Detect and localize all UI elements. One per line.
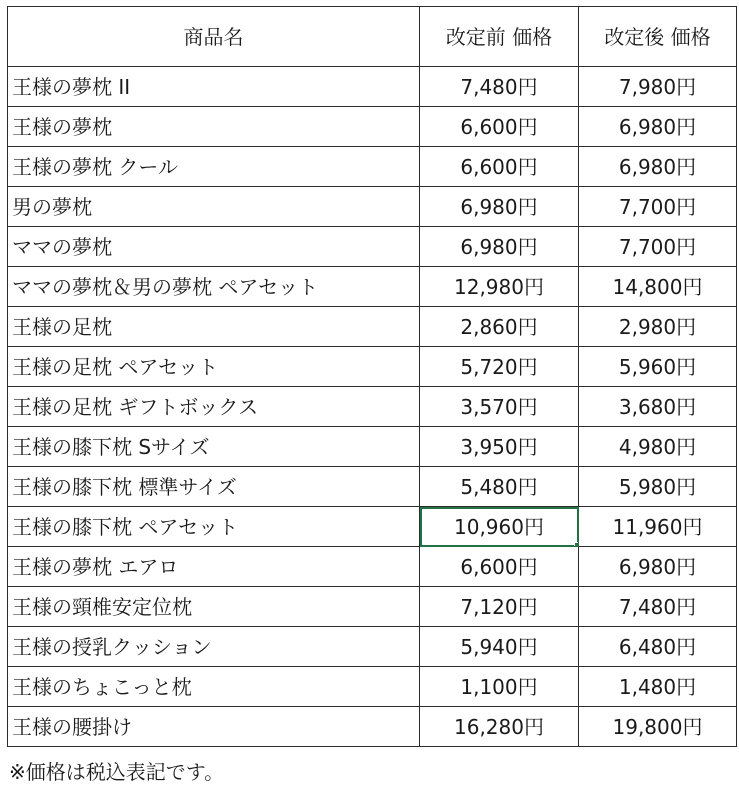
table-row	[8, 427, 737, 467]
product-name-cell[interactable]: 王様の膝下枕 標準サイズ	[8, 467, 420, 507]
price-after-cell[interactable]: 19,800円	[579, 707, 737, 747]
product-name-cell[interactable]: 王様の夢枕 II	[8, 67, 420, 107]
price-before-cell[interactable]: 3,950円	[420, 427, 579, 467]
price-before-cell[interactable]: 1,100円	[420, 667, 579, 707]
price-before-cell[interactable]: 3,570円	[420, 387, 579, 427]
price-after-cell[interactable]: 11,960円	[579, 507, 737, 547]
table-row	[8, 227, 737, 267]
header-price-before[interactable]: 改定前 価格	[420, 7, 579, 67]
price-after-cell[interactable]: 1,480円	[579, 667, 737, 707]
price-after-cell[interactable]: 2,980円	[579, 307, 737, 347]
product-name-cell[interactable]: 王様の足枕	[8, 307, 420, 347]
table-row	[8, 587, 737, 627]
price-after-cell[interactable]: 6,980円	[579, 147, 737, 187]
table-row	[8, 307, 737, 347]
table-row	[8, 347, 737, 387]
table-row	[8, 467, 737, 507]
price-after-cell[interactable]: 14,800円	[579, 267, 737, 307]
product-name-cell[interactable]: 王様の足枕 ペアセット	[8, 347, 420, 387]
table-row	[8, 267, 737, 307]
price-before-cell[interactable]: 12,980円	[420, 267, 579, 307]
table-row	[8, 627, 737, 667]
price-before-cell[interactable]: 5,940円	[420, 627, 579, 667]
product-name-cell[interactable]: 王様の腰掛け	[8, 707, 420, 747]
price-before-cell[interactable]: 7,120円	[420, 587, 579, 627]
product-name-cell[interactable]: 王様の授乳クッション	[8, 627, 420, 667]
price-after-cell[interactable]: 6,980円	[579, 107, 737, 147]
price-after-cell[interactable]: 7,980円	[579, 67, 737, 107]
price-after-cell[interactable]: 4,980円	[579, 427, 737, 467]
price-after-cell[interactable]: 6,480円	[579, 627, 737, 667]
price-after-cell[interactable]: 7,480円	[579, 587, 737, 627]
header-row	[8, 7, 737, 67]
table-row	[8, 507, 737, 547]
product-name-cell[interactable]: 王様の夢枕 クール	[8, 147, 420, 187]
table-row	[8, 667, 737, 707]
price-before-cell[interactable]: 5,480円	[420, 467, 579, 507]
price-before-cell[interactable]: 16,280円	[420, 707, 579, 747]
table-row	[8, 387, 737, 427]
spreadsheet	[7, 6, 737, 747]
price-before-cell[interactable]: 6,980円	[420, 187, 579, 227]
header-product-name[interactable]: 商品名	[8, 7, 420, 67]
header-price-after[interactable]: 改定後 価格	[579, 7, 737, 67]
table-row	[8, 147, 737, 187]
product-name-cell[interactable]: 王様の膝下枕 Sサイズ	[8, 427, 420, 467]
price-after-cell[interactable]: 7,700円	[579, 227, 737, 267]
price-table	[7, 6, 737, 747]
price-before-cell[interactable]: 6,980円	[420, 227, 579, 267]
table-row	[8, 547, 737, 587]
price-before-cell[interactable]: 6,600円	[420, 147, 579, 187]
product-name-cell[interactable]: ママの夢枕	[8, 227, 420, 267]
table-body	[8, 67, 737, 747]
table-row	[8, 107, 737, 147]
table-row	[8, 187, 737, 227]
fill-handle[interactable]	[574, 542, 579, 547]
price-after-cell[interactable]: 6,980円	[579, 547, 737, 587]
price-after-cell[interactable]: 5,980円	[579, 467, 737, 507]
price-before-cell[interactable]: 7,480円	[420, 67, 579, 107]
product-name-cell[interactable]: 王様の夢枕 エアロ	[8, 547, 420, 587]
table-row	[8, 707, 737, 747]
product-name-cell[interactable]: 男の夢枕	[8, 187, 420, 227]
price-before-cell[interactable]: 6,600円	[420, 107, 579, 147]
price-after-cell[interactable]: 7,700円	[579, 187, 737, 227]
table-row	[8, 67, 737, 107]
product-name-cell[interactable]: 王様の夢枕	[8, 107, 420, 147]
price-after-cell[interactable]: 5,960円	[579, 347, 737, 387]
product-name-cell[interactable]: ママの夢枕＆男の夢枕 ペアセット	[8, 267, 420, 307]
selected-cell[interactable]: 10,960円	[420, 507, 579, 547]
price-after-cell[interactable]: 3,680円	[579, 387, 737, 427]
price-before-cell[interactable]: 6,600円	[420, 547, 579, 587]
price-before-cell[interactable]: 2,860円	[420, 307, 579, 347]
product-name-cell[interactable]: 王様の膝下枕 ペアセット	[8, 507, 420, 547]
price-before-cell[interactable]: 5,720円	[420, 347, 579, 387]
footnote: ※価格は税込表記です。	[9, 760, 225, 784]
product-name-cell[interactable]: 王様の足枕 ギフトボックス	[8, 387, 420, 427]
product-name-cell[interactable]: 王様の頸椎安定位枕	[8, 587, 420, 627]
product-name-cell[interactable]: 王様のちょこっと枕	[8, 667, 420, 707]
